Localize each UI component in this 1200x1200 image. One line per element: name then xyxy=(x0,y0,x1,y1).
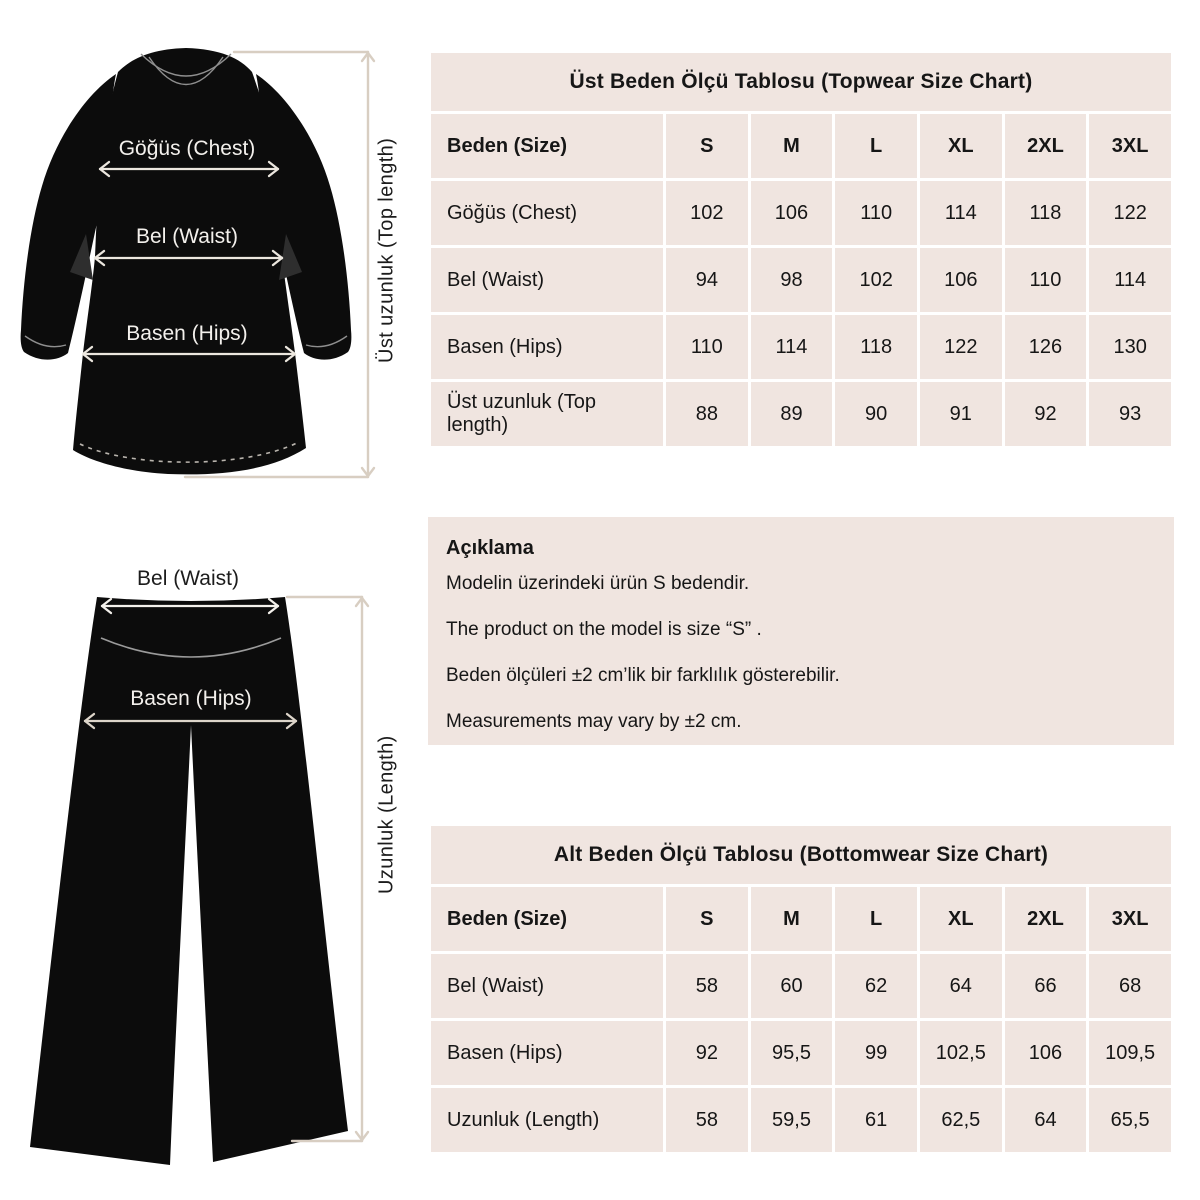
measurement-value: 64 xyxy=(1005,1088,1087,1152)
measurement-label: Bel (Waist) xyxy=(431,248,663,312)
measurement-label: Basen (Hips) xyxy=(431,1021,663,1085)
pants-hips-label: Basen (Hips) xyxy=(130,687,252,710)
measurement-value: 114 xyxy=(751,315,833,379)
size-header: XL xyxy=(920,114,1002,178)
pants-shape xyxy=(30,597,348,1165)
size-column-label: Beden (Size) xyxy=(431,887,663,951)
topwear-size-table xyxy=(428,50,1174,449)
notes-lines xyxy=(446,561,1156,745)
measurement-value: 95,5 xyxy=(751,1021,833,1085)
size-header: 3XL xyxy=(1089,887,1171,951)
measurement-value: 102 xyxy=(835,248,917,312)
bottomwear-header-row xyxy=(431,887,1171,951)
measurement-value: 99 xyxy=(835,1021,917,1085)
measurement-value: 94 xyxy=(666,248,748,312)
measurement-value: 102,5 xyxy=(920,1021,1002,1085)
measurement-row xyxy=(431,248,1171,312)
size-header: 3XL xyxy=(1089,114,1171,178)
topwear-table-title: Üst Beden Ölçü Tablosu (Topwear Size Chart) xyxy=(431,53,1171,111)
measurement-value: 118 xyxy=(1005,181,1087,245)
note-line: Measurements may vary by ±2 cm. xyxy=(446,711,742,732)
measurement-row xyxy=(431,954,1171,1018)
pants-length-label: Uzunluk (Length) xyxy=(375,735,398,895)
measurement-value: 92 xyxy=(666,1021,748,1085)
measurement-value: 114 xyxy=(1089,248,1171,312)
tunic-chest-label: Göğüs (Chest) xyxy=(118,137,256,160)
size-header: M xyxy=(751,114,833,178)
size-header: M xyxy=(751,887,833,951)
bottomwear-table-title: Alt Beden Ölçü Tablosu (Bottomwear Size Chart) xyxy=(431,826,1171,884)
measurement-value: 89 xyxy=(751,382,833,446)
measurement-value: 122 xyxy=(920,315,1002,379)
topwear-size-chart-panel xyxy=(428,50,1174,449)
bottomwear-size-table xyxy=(428,823,1174,1155)
topwear-header-row xyxy=(431,114,1171,178)
measurement-row xyxy=(431,315,1171,379)
measurement-value: 59,5 xyxy=(751,1088,833,1152)
note-line: Modelin üzerindeki ürün S bedendir. xyxy=(446,573,750,594)
measurement-label: Bel (Waist) xyxy=(431,954,663,1018)
notes-panel xyxy=(428,517,1174,745)
measurement-value: 110 xyxy=(835,181,917,245)
note-line: The product on the model is size “S” . xyxy=(446,619,762,640)
measurement-value: 110 xyxy=(1005,248,1087,312)
measurement-value: 126 xyxy=(1005,315,1087,379)
notes-box xyxy=(428,517,1174,745)
pants-illustration xyxy=(0,552,420,1200)
measurement-value: 118 xyxy=(835,315,917,379)
measurement-value: 130 xyxy=(1089,315,1171,379)
size-header: 2XL xyxy=(1005,114,1087,178)
measurement-label: Uzunluk (Length) xyxy=(431,1088,663,1152)
measurement-value: 88 xyxy=(666,382,748,446)
measurement-value: 106 xyxy=(1005,1021,1087,1085)
measurement-value: 60 xyxy=(751,954,833,1018)
size-column-label: Beden (Size) xyxy=(431,114,663,178)
size-header: S xyxy=(666,887,748,951)
tunic-length-label: Üst uzunluk (Top length) xyxy=(375,137,398,363)
measurement-value: 64 xyxy=(920,954,1002,1018)
measurement-value: 62,5 xyxy=(920,1088,1002,1152)
measurement-row xyxy=(431,1021,1171,1085)
measurement-row xyxy=(431,1088,1171,1152)
size-header: 2XL xyxy=(1005,887,1087,951)
measurement-value: 91 xyxy=(920,382,1002,446)
measurement-label: Göğüs (Chest) xyxy=(431,181,663,245)
size-header: L xyxy=(835,887,917,951)
pants-waist-label: Bel (Waist) xyxy=(137,567,239,590)
tunic-hips-label: Basen (Hips) xyxy=(126,322,248,345)
measurement-value: 62 xyxy=(835,954,917,1018)
measurement-value: 106 xyxy=(920,248,1002,312)
note-line: Beden ölçüleri ±2 cm’lik bir farklılık gösterebilir. xyxy=(446,665,840,686)
measurement-label: Üst uzunluk (Top length) xyxy=(431,382,663,446)
measurement-value: 66 xyxy=(1005,954,1087,1018)
measurement-value: 68 xyxy=(1089,954,1171,1018)
measurement-label: Basen (Hips) xyxy=(431,315,663,379)
measurement-value: 106 xyxy=(751,181,833,245)
measurement-value: 90 xyxy=(835,382,917,446)
measurement-value: 61 xyxy=(835,1088,917,1152)
notes-title: Açıklama xyxy=(446,537,534,559)
measurement-value: 109,5 xyxy=(1089,1021,1171,1085)
size-header: L xyxy=(835,114,917,178)
measurement-row xyxy=(431,181,1171,245)
measurement-value: 93 xyxy=(1089,382,1171,446)
measurement-value: 58 xyxy=(666,954,748,1018)
measurement-value: 122 xyxy=(1089,181,1171,245)
measurement-value: 110 xyxy=(666,315,748,379)
size-header: S xyxy=(666,114,748,178)
measurement-row xyxy=(431,382,1171,446)
tunic-illustration xyxy=(0,30,420,500)
measurement-value: 102 xyxy=(666,181,748,245)
measurement-value: 98 xyxy=(751,248,833,312)
measurement-value: 92 xyxy=(1005,382,1087,446)
bottomwear-size-chart-panel xyxy=(428,823,1174,1155)
tunic-waist-label: Bel (Waist) xyxy=(136,225,238,248)
measurement-value: 65,5 xyxy=(1089,1088,1171,1152)
size-header: XL xyxy=(920,887,1002,951)
measurement-value: 114 xyxy=(920,181,1002,245)
measurement-value: 58 xyxy=(666,1088,748,1152)
